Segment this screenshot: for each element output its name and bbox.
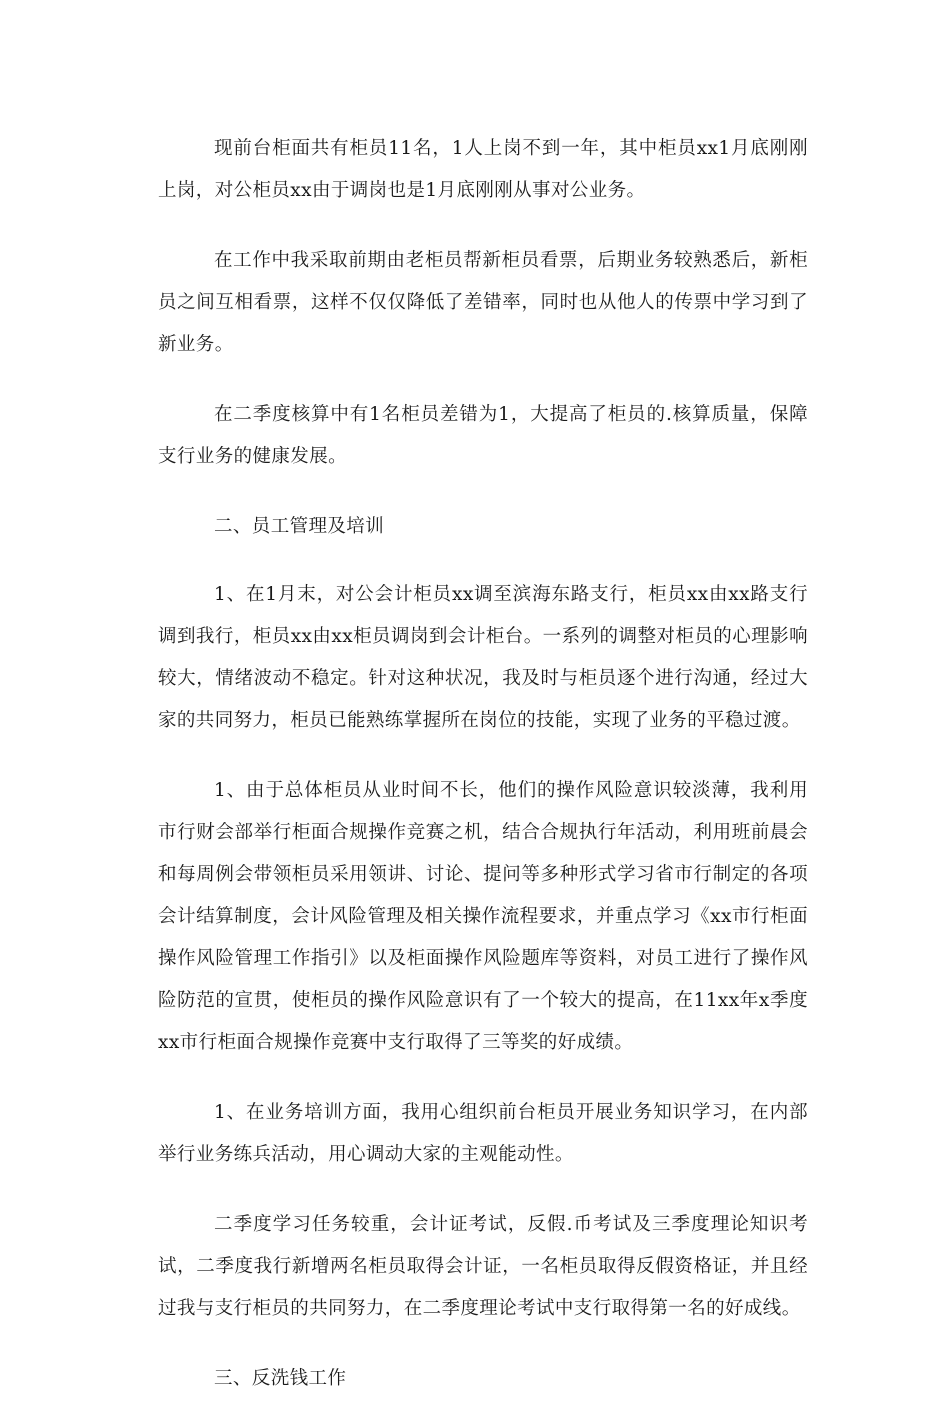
document-body — [158, 128, 808, 1426]
section-heading-staff-training: 二、员工管理及培训 — [214, 516, 385, 537]
paragraph-ticket-review: 在工作中我采取前期由老柜员帮新柜员看票，后期业务较熟悉后，新柜员之间互相看票，这样不仅仅降低了差错率，同时也从他人的传票中学习到了新业务。 — [158, 250, 808, 355]
paragraph-staff-adjustment: 1、在1月末，对公会计柜员xx调至滨海东路支行，柜员xx由xx路支行调到我行，柜员xx由xx柜员调岗到会计柜台。一系列的调整对柜员的心理影响较大，情绪波动不稳定。针对这种状况，我及时与柜员逐个进行沟通，经过大家的共同努力，柜员已能熟练掌握所在岗位的技能，实现了业务的平稳过渡。 — [158, 584, 808, 731]
paragraph-teller-staffing: 现前台柜面共有柜员11名，1人上岗不到一年，其中柜员xx1月底刚刚上岗，对公柜员xx由于调岗也是1月底刚刚从事对公业务。 — [158, 138, 808, 201]
paragraph-business-training: 1、在业务培训方面，我用心组织前台柜员开展业务知识学习，在内部举行业务练兵活动，用心调动大家的主观能动性。 — [158, 1102, 808, 1165]
paragraph-accounting-quality: 在二季度核算中有1名柜员差错为1，大提高了柜员的.核算质量，保障支行业务的健康发展。 — [158, 404, 808, 467]
paragraph-exams: 二季度学习任务较重，会计证考试，反假.币考试及三季度理论知识考试，二季度我行新增两名柜员取得会计证，一名柜员取得反假资格证，并且经过我与支行柜员的共同努力，在二季度理论考试中支行取得第一名的好成线。 — [158, 1214, 808, 1319]
paragraph-risk-awareness: 1、由于总体柜员从业时间不长，他们的操作风险意识较淡薄，我利用市行财会部举行柜面合规操作竞赛之机，结合合规执行年活动，利用班前晨会和每周例会带领柜员采用领讲、讨论、提问等多种形式学习省市行制定的各项会计结算制度，会计风险管理及相关操作流程要求，并重点学习《xx市行柜面操作风险管理工作指引》以及柜面操作风险题库等资料，对员工进行了操作风险防范的宣贯，使柜员的操作风险意识有了一个较大的提高，在11xx年x季度xx市行柜面合规操作竞赛中支行取得了三等奖的好成绩。 — [158, 780, 808, 1053]
section-heading-anti-money-laundering: 三、反洗钱工作 — [214, 1368, 347, 1389]
